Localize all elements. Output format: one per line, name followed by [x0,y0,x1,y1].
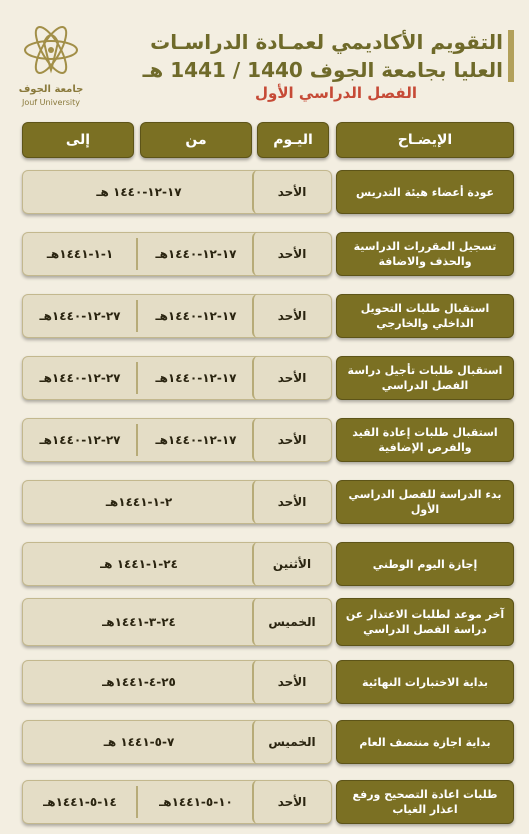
row-description: بدء الدراسة للفصل الدراسي الأول [336,480,514,524]
row-date: ٢-١-١٤٤١هـ [105,495,173,509]
title-accent-bar [508,30,514,82]
row-day: الأثنين [252,542,330,586]
row-date: ٢٤-٣-١٤٤١هـ [102,615,176,629]
date-divider [136,424,138,456]
row-description: بداية اجازة منتصف العام [336,720,514,764]
title-line-2: العليا بجامعة الجوف 1440 / 1441 هـ [142,58,503,82]
row-to-date: ٢٧-١٢-١٤٤٠هـ [39,433,121,447]
table-row [0,232,529,276]
row-day: الأحد [252,780,330,824]
row-description: تسجيل المقررات الدراسية والحذف والاضافة [336,232,514,276]
table-row [0,598,529,646]
table-row [0,480,529,524]
table-row [0,418,529,462]
row-description: استقبال طلبات تأجيل دراسة الفصل الدراسي [336,356,514,400]
date-divider [136,786,138,818]
title-line-1: التقويم الأكاديمي لعمـادة الدراسـات [150,30,503,54]
date-divider [136,238,138,270]
row-day: الأحد [252,480,330,524]
page-title [123,28,503,84]
table-row [0,720,529,764]
row-from-date: ١٧-١٢-١٤٤٠هـ [155,433,237,447]
row-date: ٢٤-١-١٤٤١ هـ [100,557,178,571]
column-header-day: اليـوم [257,122,329,158]
row-description: استقبال طلبات التحويل الداخلي والخارجي [336,294,514,338]
row-to-date: ٢٧-١٢-١٤٤٠هـ [39,309,121,323]
row-day: الخميس [252,598,330,646]
logo-arabic-name: جامعة الجوف [18,84,84,95]
row-to-date: ٢٧-١٢-١٤٤٠هـ [39,371,121,385]
row-day: الأحد [252,170,330,214]
row-date: ٢٥-٤-١٤٤١هـ [102,675,176,689]
date-divider [136,362,138,394]
row-day: الأحد [252,294,330,338]
row-description: بداية الاختبارات النهائية [336,660,514,704]
row-from-date: ١٧-١٢-١٤٤٠هـ [155,309,237,323]
row-description: استقبال طلبات إعادة القيد والفرص الإضافية [336,418,514,462]
row-from-date: ١٠-٥-١٤٤١هـ [159,795,233,809]
row-day: الأحد [252,660,330,704]
row-day: الأحد [252,418,330,462]
table-row [0,780,529,824]
row-from-date: ١٧-١٢-١٤٤٠هـ [155,371,237,385]
column-header-description: الإيضـاح [336,122,514,158]
row-from-date: ١٧-١٢-١٤٤٠هـ [155,247,237,261]
university-logo [14,20,88,110]
row-description: إجازة اليوم الوطني [336,542,514,586]
table-row [0,170,529,214]
row-description: آخر موعد لطلبات الاعتذار عن دراسة الفصل الدراسي [336,598,514,646]
table-row [0,294,529,338]
row-description: عودة أعضاء هيئة التدريس [336,170,514,214]
semester-title: الفصل الدراسي الأول [255,84,417,102]
row-date: ٧-٥-١٤٤١ هـ [103,735,175,749]
row-to-date: ١-١-١٤٤١هـ [46,247,114,261]
atom-logo-icon [22,20,80,82]
row-day: الأحد [252,232,330,276]
date-divider [136,300,138,332]
table-row [0,356,529,400]
table-row [0,542,529,586]
row-day: الأحد [252,356,330,400]
table-row [0,660,529,704]
logo-english-name: Jouf University [21,98,81,107]
column-header-to: إلى [22,122,134,158]
row-day: الخميس [252,720,330,764]
row-to-date: ١٤-٥-١٤٤١هـ [43,795,117,809]
column-header-from: من [140,122,252,158]
row-date: ١٧-١٢-١٤٤٠ هـ [96,185,182,199]
row-description: طلبات اعادة التصحيح ورفع اعذار الغياب [336,780,514,824]
